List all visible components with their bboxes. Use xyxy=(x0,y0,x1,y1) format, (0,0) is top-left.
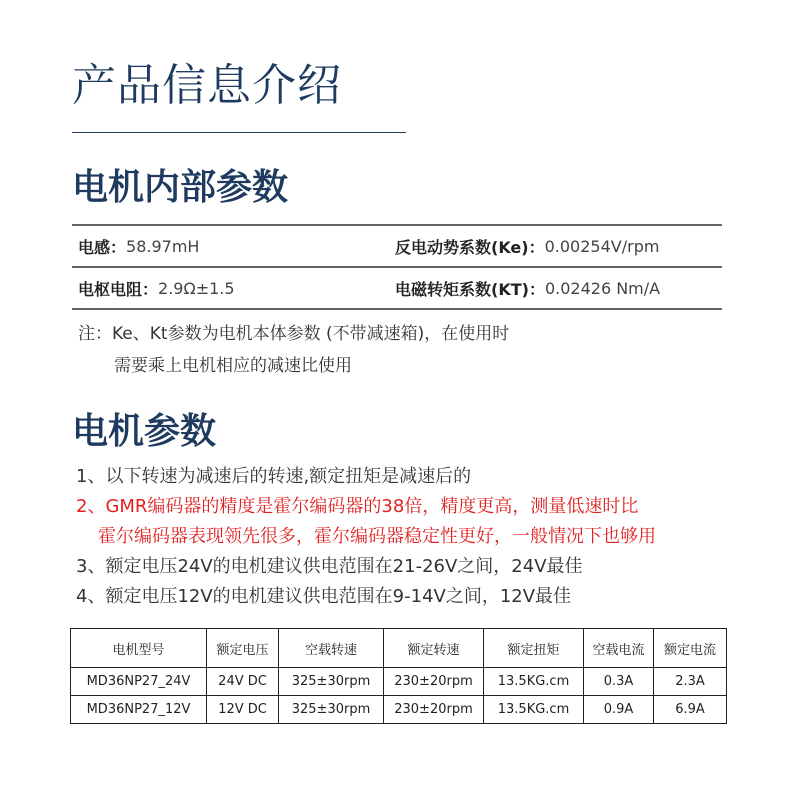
column-header: 额定扭矩 xyxy=(484,629,584,668)
table-cell: MD36NP27_12V xyxy=(71,696,207,724)
table-cell: 13.5KG.cm xyxy=(484,696,584,724)
internal-params-heading: 电机内部参数 xyxy=(72,167,289,208)
list-item-highlight: 2、GMR编码器的精度是霍尔编码器的38倍，精度更高，测量低速时比 xyxy=(76,496,639,517)
column-header: 电机型号 xyxy=(71,629,207,668)
spec-label: 电枢电阻： xyxy=(78,279,159,299)
armature-resistance-cell xyxy=(72,277,395,300)
spec-label: 电磁转矩系数(KT)： xyxy=(395,279,545,299)
torque-constant-cell xyxy=(395,277,722,300)
table-cell: 325±30rpm xyxy=(279,696,384,724)
table-row xyxy=(71,696,727,724)
spec-value: 0.02426 Nm/A xyxy=(544,278,661,298)
spec-value: 2.9Ω±1.5 xyxy=(158,278,235,298)
list-item-highlight: 霍尔编码器表现领先很多，霍尔编码器稳定性更好，一般情况下也够用 xyxy=(98,526,656,547)
spec-label: 反电动势系数(Ke)： xyxy=(395,237,545,257)
spec-row xyxy=(72,268,722,310)
column-header: 空载电流 xyxy=(584,629,654,668)
table-row xyxy=(71,668,727,696)
internal-params-table xyxy=(72,224,722,310)
list-item: 4、额定电压12V的电机建议供电范围在9-14V之间，12V最佳 xyxy=(76,586,572,607)
page-title: 产品信息介绍 xyxy=(72,60,342,111)
motor-spec-table xyxy=(70,628,727,724)
note-line: 注：Ke、Kt参数为电机本体参数 (不带减速箱)，在使用时 xyxy=(78,324,510,344)
column-header: 额定电压 xyxy=(207,629,279,668)
spec-value: 58.97mH xyxy=(126,236,200,256)
table-cell: 24V DC xyxy=(207,668,279,696)
list-item: 3、额定电压24V的电机建议供电范围在21-26V之间，24V最佳 xyxy=(76,556,583,577)
note-line: 需要乘上电机相应的减速比使用 xyxy=(114,356,352,376)
column-header: 额定电流 xyxy=(654,629,727,668)
table-cell: 13.5KG.cm xyxy=(484,668,584,696)
column-header: 额定转速 xyxy=(384,629,484,668)
table-cell: 6.9A xyxy=(654,696,727,724)
list-item: 1、以下转速为减速后的转速,额定扭矩是减速后的 xyxy=(76,466,472,487)
table-cell: 0.3A xyxy=(584,668,654,696)
title-divider xyxy=(72,132,406,133)
table-cell: MD36NP27_24V xyxy=(71,668,207,696)
spec-label: 电感： xyxy=(78,237,127,257)
motor-params-heading: 电机参数 xyxy=(72,411,217,452)
back-emf-cell xyxy=(395,235,722,258)
table-cell: 230±20rpm xyxy=(384,668,484,696)
motor-notes-list xyxy=(76,462,656,612)
spec-row xyxy=(72,226,722,268)
table-cell: 12V DC xyxy=(207,696,279,724)
column-header: 空载转速 xyxy=(279,629,384,668)
table-header-row xyxy=(71,629,727,668)
spec-value: 0.00254V/rpm xyxy=(544,236,660,256)
table-cell: 230±20rpm xyxy=(384,696,484,724)
internal-params-note xyxy=(78,318,509,382)
inductance-cell xyxy=(72,235,395,258)
table-cell: 2.3A xyxy=(654,668,727,696)
table-cell: 0.9A xyxy=(584,696,654,724)
table-cell: 325±30rpm xyxy=(279,668,384,696)
